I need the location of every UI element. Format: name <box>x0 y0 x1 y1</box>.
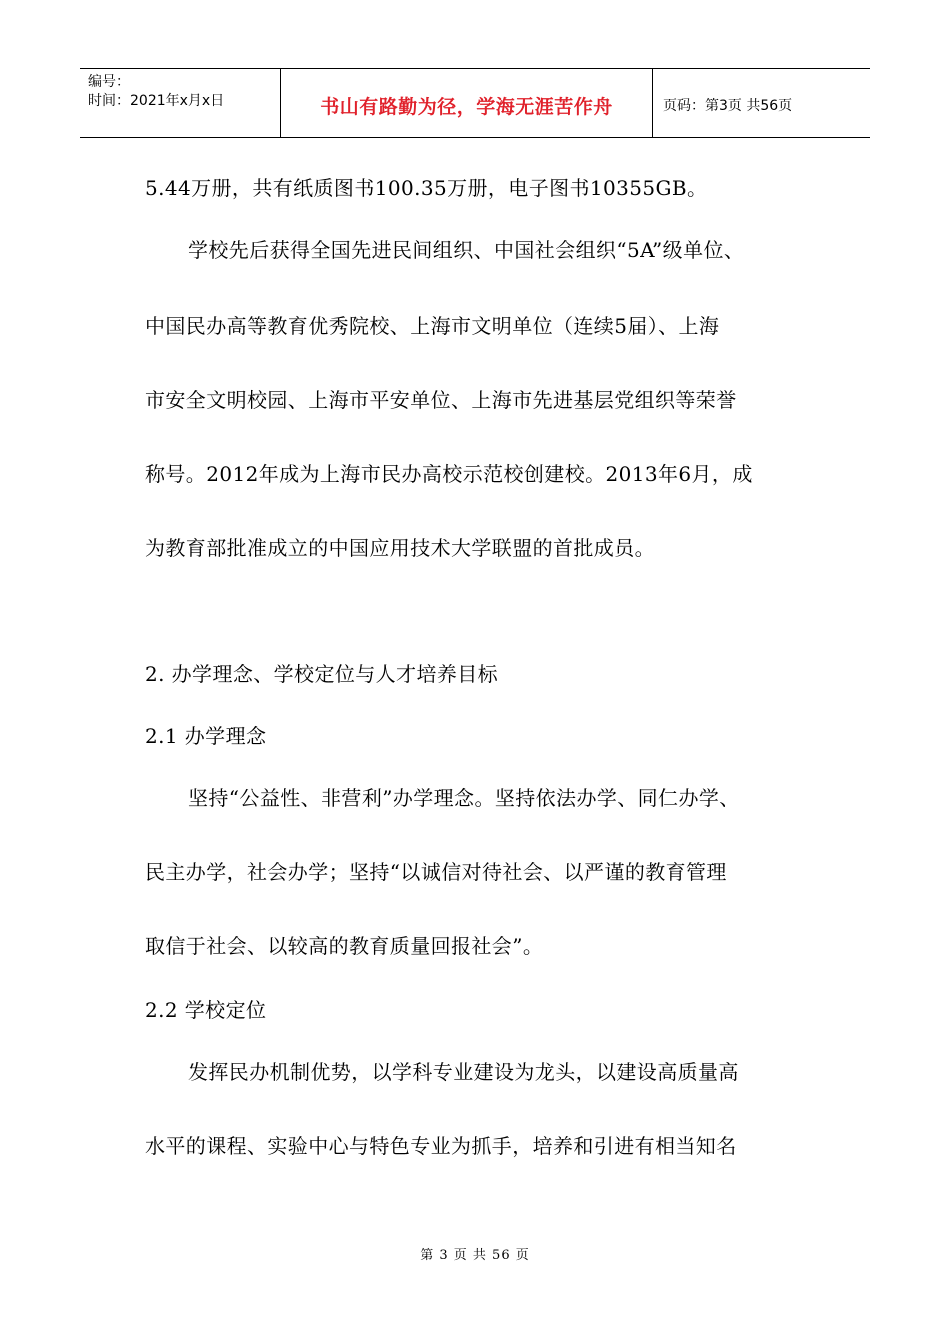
body-line-9: 取信于社会、以较高的教育质量回报社会”。 <box>145 934 544 958</box>
body-line-7: 坚持“公益性、非营利”办学理念。坚持依法办学、同仁办学、 <box>188 786 740 810</box>
section-heading-2-1: 2.1 办学理念 <box>145 724 267 748</box>
header-motto: 书山有路勤为径，学海无涯苦作舟 <box>281 69 653 137</box>
body-line-3: 中国民办高等教育优秀院校、上海市文明单位（连续5届）、上海 <box>145 314 720 338</box>
page-footer: 第 3 页 共 56 页 <box>420 1248 530 1263</box>
section-heading-2-2: 2.2 学校定位 <box>145 998 267 1022</box>
body-line-11: 水平的课程、实验中心与特色专业为抓手，培养和引进有相当知名 <box>145 1134 737 1158</box>
body-line-8: 民主办学，社会办学；坚持“以诚信对待社会、以严谨的教育管理 <box>145 860 727 884</box>
document-number-label: 编号： <box>88 74 130 90</box>
header-meta-cell <box>80 69 281 137</box>
body-line-10: 发挥民办机制优势，以学科专业建设为龙头，以建设高质量高 <box>188 1060 739 1084</box>
body-line-2: 学校先后获得全国先进民间组织、中国社会组织“5A”级单位、 <box>188 238 745 262</box>
body-line-6: 为教育部批准成立的中国应用技术大学联盟的首批成员。 <box>145 536 655 560</box>
document-date-label: 时间：2021年x月x日 <box>88 93 225 109</box>
body-line-1: 5.44万册，共有纸质图书100.35万册，电子图书10355GB。 <box>145 176 708 200</box>
header-page-info: 页码：第3页 共56页 <box>663 98 793 114</box>
body-line-4: 市安全文明校园、上海市平安单位、上海市先进基层党组织等荣誉 <box>145 388 737 412</box>
body-line-5: 称号。2012年成为上海市民办高校示范校创建校。2013年6月，成 <box>145 462 753 486</box>
page-header <box>80 68 870 138</box>
section-heading-2: 2. 办学理念、学校定位与人才培养目标 <box>145 662 499 686</box>
